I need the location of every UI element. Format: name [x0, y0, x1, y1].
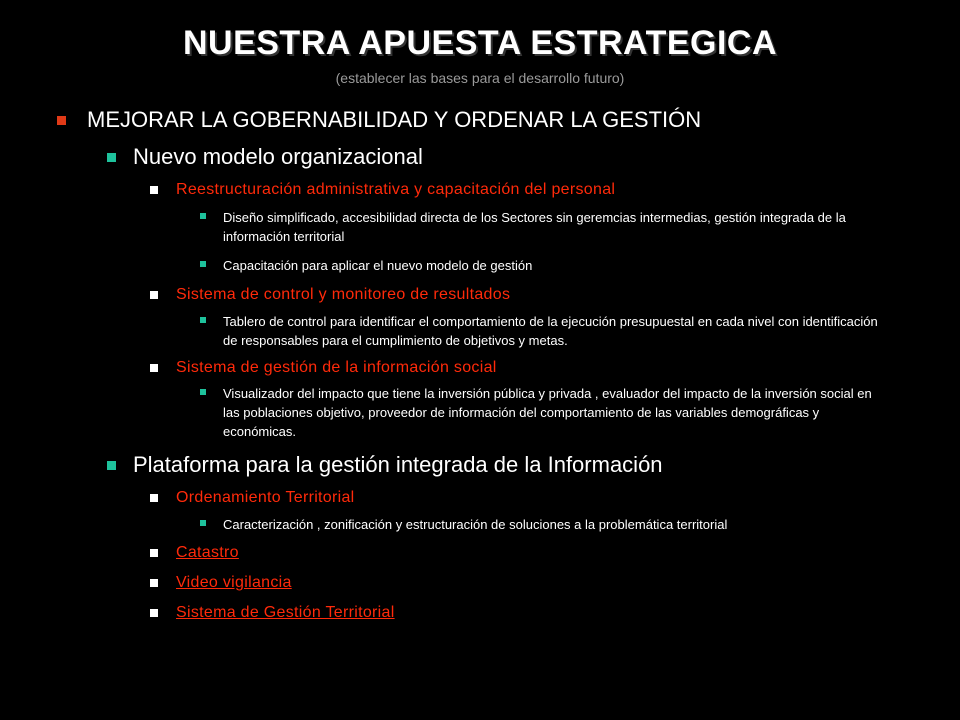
bullet-text: Tablero de control para identificar el comportamiento de la ejecución presupuestal en cada nivel con identificación de responsables para el cumplimiento de objetivos y metas.: [223, 314, 878, 348]
bullet-item-visualizador: [200, 384, 880, 441]
bullet-item-diseno: [200, 208, 880, 246]
bullet-text: Caracterización , zonificación y estructuración de soluciones a la problemática territorial: [223, 517, 728, 532]
square-bullet-icon: [150, 186, 158, 194]
bullet-item-plataforma: [107, 453, 907, 477]
square-bullet-icon: [150, 579, 158, 587]
bullet-text: Diseño simplificado, accesibilidad directa de los Sectores sin geremcias intermedias, gestión integrada de la información territorial: [223, 210, 846, 244]
square-bullet-icon: [200, 520, 206, 526]
slide-subtitle: (establecer las bases para el desarrollo futuro): [335, 70, 625, 86]
bullet-text: Sistema de gestión de la información social: [176, 359, 497, 376]
bullet-text: Nuevo modelo organizacional: [133, 144, 423, 169]
video-vigilancia-link[interactable]: Video vigilancia: [176, 574, 292, 591]
bullet-item-catastro[interactable]: [150, 543, 910, 563]
bullet-item-tablero: [200, 312, 880, 350]
square-bullet-icon: [150, 291, 158, 299]
square-bullet-icon: [57, 116, 66, 125]
square-bullet-icon: [200, 317, 206, 323]
square-bullet-icon: [200, 389, 206, 395]
bullet-item-control: [150, 285, 910, 305]
bullet-item-video-vigilancia[interactable]: [150, 573, 910, 593]
bullet-item-reestructuracion: [150, 180, 910, 200]
gestion-territorial-link[interactable]: Sistema de Gestión Territorial: [176, 604, 395, 621]
bullet-text: Visualizador del impacto que tiene la inversión pública y privada , evaluador del impacto de la inversión social en las poblaciones objetivo, proveedor de información del comportamiento de las variables demográficas y económicas.: [223, 386, 872, 439]
bullet-text: Plataforma para la gestión integrada de la Información: [133, 452, 663, 477]
bullet-text: Capacitación para aplicar el nuevo modelo de gestión: [223, 258, 533, 273]
bullet-text: Ordenamiento Territorial: [176, 489, 355, 506]
square-bullet-icon: [107, 153, 116, 162]
square-bullet-icon: [107, 461, 116, 470]
bullet-item-modelo: [107, 145, 907, 169]
bullet-text: Sistema de control y monitoreo de resultados: [176, 286, 511, 303]
square-bullet-icon: [150, 549, 158, 557]
square-bullet-icon: [200, 261, 206, 267]
bullet-text: MEJORAR LA GOBERNABILIDAD Y ORDENAR LA GESTIÓN: [87, 107, 702, 132]
bullet-item-capacitacion: [200, 256, 880, 275]
bullet-item-informacion-social: [150, 358, 910, 378]
bullet-item-caracterizacion: [200, 515, 880, 534]
bullet-item-gobernabilidad: [57, 108, 917, 132]
square-bullet-icon: [150, 609, 158, 617]
bullet-item-ordenamiento: [150, 488, 910, 508]
slide-title: NUESTRA APUESTA ESTRATEGICA: [182, 24, 778, 62]
catastro-link[interactable]: Catastro: [176, 544, 239, 561]
bullet-text: Reestructuración administrativa y capacitación del personal: [176, 181, 616, 198]
square-bullet-icon: [200, 213, 206, 219]
square-bullet-icon: [150, 494, 158, 502]
bullet-item-gestion-territorial[interactable]: [150, 603, 910, 623]
square-bullet-icon: [150, 364, 158, 372]
